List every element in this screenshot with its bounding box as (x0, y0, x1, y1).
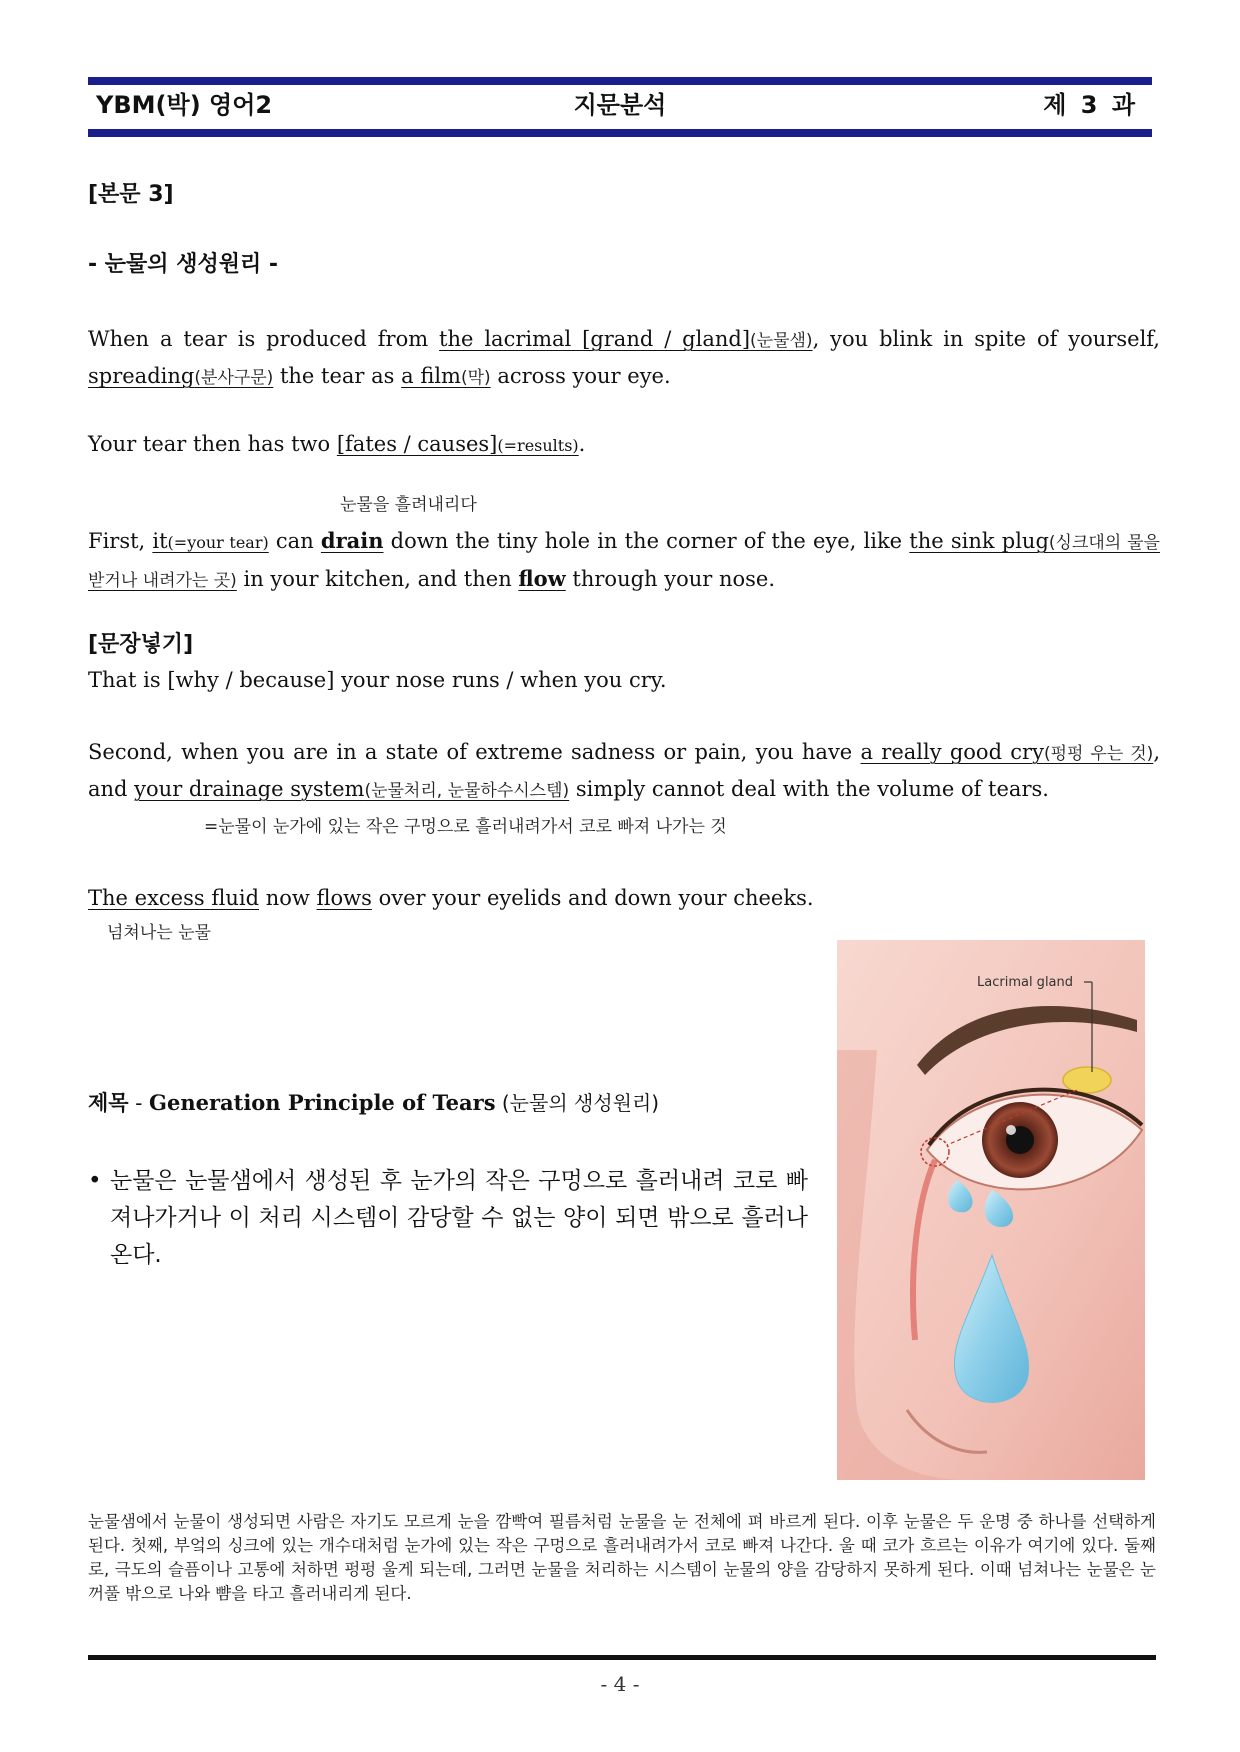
section-label: [본문 3] (88, 182, 174, 207)
note-drain: 눈물을 흘려내리다 (340, 495, 477, 515)
p1-term-spreading: spreading (88, 364, 195, 388)
p2-text-2: . (578, 432, 586, 456)
p3-underline-1 (152, 529, 268, 553)
note-excess: 넘쳐나는 눈물 (107, 923, 211, 943)
p5-text-2: , and (88, 740, 1161, 801)
p1-gloss-3: (막) (460, 368, 491, 388)
p3-term-sink-plug: the sink plug (909, 529, 1049, 553)
subtitle: - 눈물의 생성원리 - (88, 252, 279, 277)
p3-gloss-2: (싱크대의 물을 받거나 내려가는 곳) (88, 533, 1160, 591)
p1-text-2: , you blink in spite of yourself, (812, 327, 1160, 351)
lacrimal-eye-illustration (837, 940, 1145, 1480)
bullet-dot: • (88, 1168, 102, 1194)
p1-gloss-1: (눈물샘) (750, 331, 813, 351)
p3-text-3: down the tiny hole in the corner of the eye, like (383, 529, 910, 553)
p5-text-1: Second, when you are in a state of extreme sadness or pain, you have (88, 740, 861, 764)
korean-summary: 눈물샘에서 눈물이 생성되면 사람은 자기도 모르게 눈을 깜빡여 필름처럼 눈물을 눈 전체에 펴 바르게 된다. 이후 눈물은 두 운명 중 하나를 선택하게 된다. 첫째, 부엌의 싱크에 있는 개수대처럼 눈가에 있는 작은 구멍으로 흘러내려가서 코로 빠져 나간다. 울 때 코가 흐르는 이유가 여기에 있다. 둘째로, 극도의 슬픔이나 고통에 처하면 펑펑 울게 되는데, 그러면 눈물을 처리하는 시스템이 눈물의 양을 감당하지 못하게 된다. 이때 넘쳐나는 눈물은 눈꺼풀 밖으로 나와 뺨을 타고 흘러내리게 된다. (88, 1512, 1156, 1603)
p1-underline-1 (439, 327, 813, 351)
p1-underline-2 (88, 364, 273, 388)
p2-text-1: Your tear then has two (88, 432, 337, 456)
header-top-bar (88, 77, 1152, 85)
p3-text-4: in your kitchen, and then (236, 567, 519, 591)
paragraph-5 (88, 735, 1160, 809)
p5-term-good-cry: a really good cry (860, 740, 1044, 764)
p3-text-1: First, (88, 529, 153, 553)
p3-text-5: through your nose. (565, 567, 776, 591)
p2-underline (337, 432, 579, 456)
eye-highlight (1006, 1125, 1016, 1135)
p2-gloss: (=results) (497, 436, 579, 455)
gland-label: Lacrimal gland (977, 975, 1074, 990)
p3-gloss-1: (=your tear) (167, 533, 269, 552)
insert-label: [문장넣기] (88, 632, 194, 657)
p5-gloss-1: (펑펑 우는 것) (1043, 744, 1154, 764)
paragraph-1 (88, 322, 1160, 396)
p1-term-film: a film (401, 364, 461, 388)
footer-rule (88, 1655, 1156, 1660)
p1-term-gland: the lacrimal [grand / gland] (439, 327, 751, 351)
bullet-text: 눈물은 눈물샘에서 생성된 후 눈가의 작은 구멍으로 흘러내려 코로 빠져나가거나 이 처리 시스템이 감당할 수 없는 양이 되면 밖으로 흘러나온다. (110, 1168, 808, 1268)
p6-text-1: now (259, 886, 317, 910)
header-textbook: YBM(박) 영어2 (96, 91, 273, 119)
header-bottom-bar (88, 129, 1152, 137)
p5-term-drainage: your drainage system (134, 777, 365, 801)
title-label: 제목 (88, 1091, 129, 1115)
note-drainage: =눈물이 눈가에 있는 작은 구멍으로 흘러내려가서 코로 빠져 나가는 것 (204, 817, 727, 837)
title-korean: (눈물의 생성원리) (495, 1091, 660, 1115)
p1-text-1: When a tear is produced from (88, 327, 440, 351)
paragraph-6 (88, 881, 1160, 916)
header-lesson: 제 3 과 (1043, 91, 1138, 119)
p1-gloss-2: (분사구문) (194, 368, 274, 388)
page-number: - 4 - (600, 1672, 640, 1696)
lacrimal-gland-shape (1063, 1067, 1111, 1093)
paragraph-4: That is [why / because] your nose runs / when you cry. (88, 668, 667, 692)
p5-text-3: simply cannot deal with the volume of tears. (569, 777, 1049, 801)
title-dash: - (128, 1091, 150, 1115)
p1-text-4: across your eye. (490, 364, 671, 388)
eye-diagram (837, 940, 1145, 1480)
header-section: 지문분석 (573, 91, 667, 119)
p6-term-excess: The excess fluid (88, 886, 260, 910)
p1-underline-3 (401, 364, 491, 388)
p2-term-fates: [fates / causes] (336, 432, 498, 456)
p5-underline-2 (134, 777, 569, 801)
p3-text-2: can (268, 529, 321, 553)
paragraph-3 (88, 523, 1160, 599)
page-header (88, 77, 1152, 137)
p3-term-drain: drain (320, 528, 384, 553)
paragraph-2 (88, 427, 1160, 463)
p6-text-2: over your eyelids and down your cheeks. (371, 886, 814, 910)
p5-gloss-2: (눈물처리, 눈물하수시스템) (364, 781, 570, 801)
title-line (88, 1088, 659, 1118)
p6-term-flows: flows (316, 886, 372, 910)
summary-bullet (88, 1163, 808, 1274)
p3-term-it: it (152, 529, 168, 553)
p1-text-3: the tear as (273, 364, 402, 388)
p5-underline-1 (861, 740, 1154, 764)
p3-term-flow: flow (518, 566, 566, 591)
title-english: Generation Principle of Tears (149, 1090, 496, 1115)
